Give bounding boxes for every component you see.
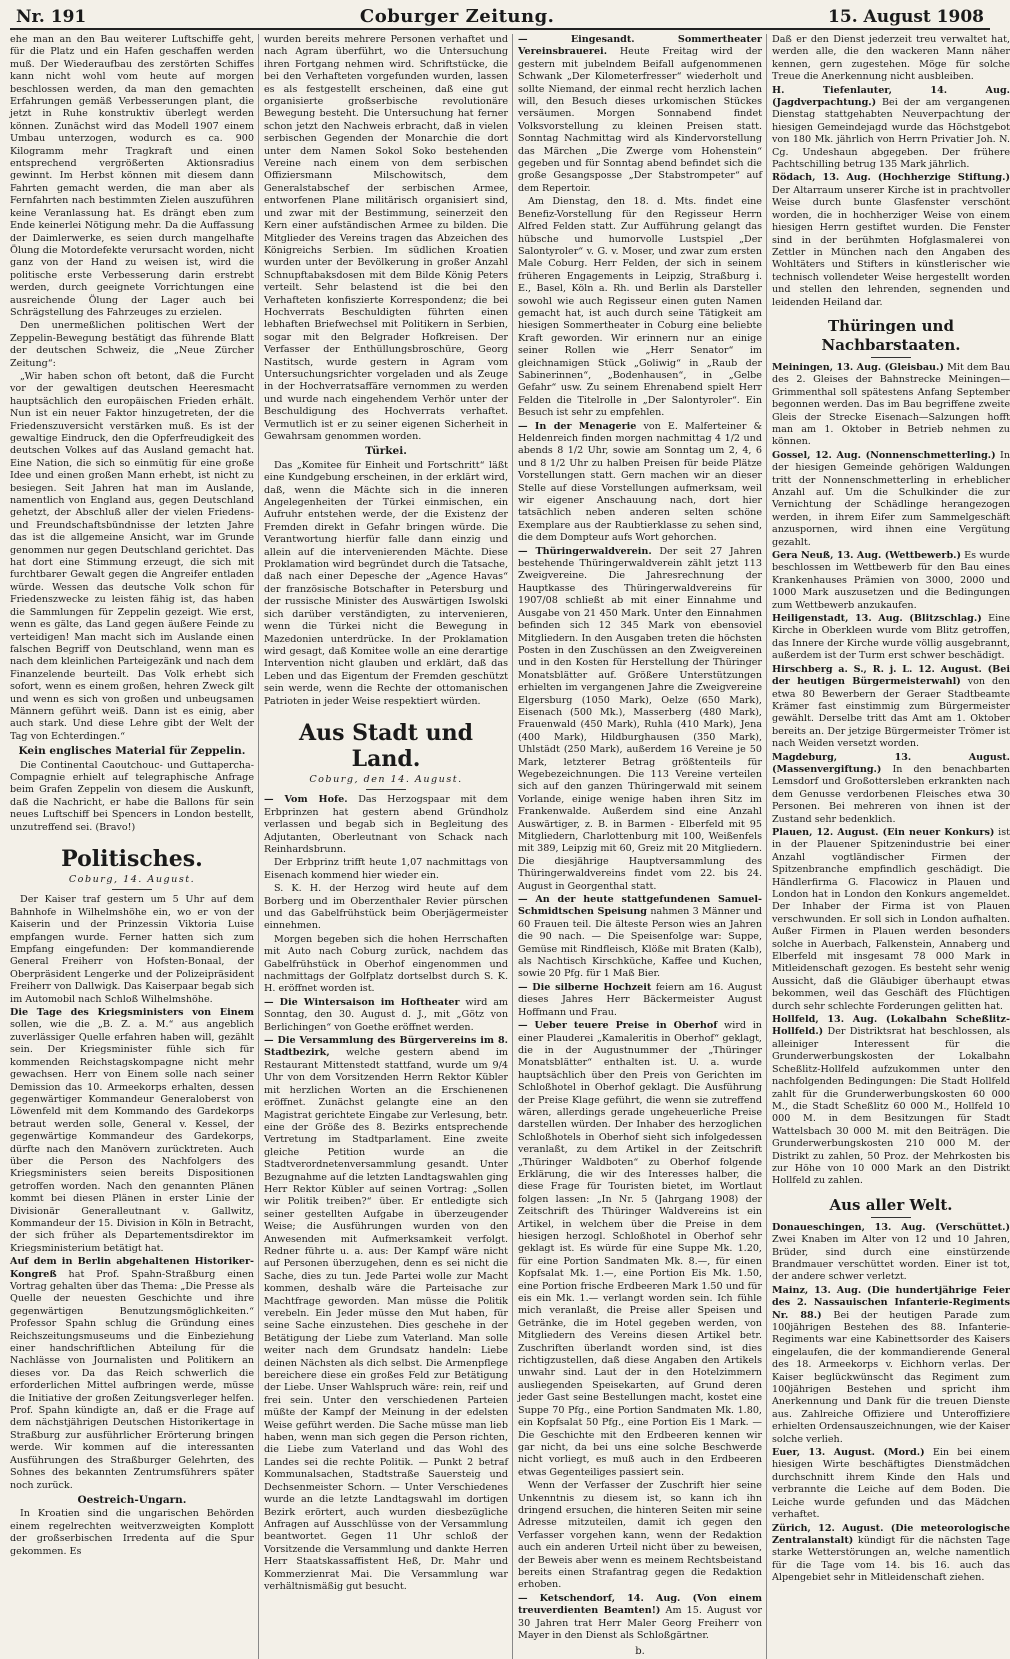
article-paragraph: Wenn der Verfasser der Zuschrift hier seine Unkenntnis zu diesem ist, so kann ich ihn dringend ersuchen, die hinteren Seiten mir seine Adresse mitzuteilen, damit ich gegen den Verfasser vorgehen kann, wenn der Redaktion auch ein anderen Urteil nicht über zu beweisen, der Beweis aber wenn es meinem Rechtsbeistand bereits einen Strafantrag gegen die Redaktion erhoben. [518,1480,762,1591]
article-heading: Hollfeld, 13. Aug. (Lokalbahn Scheßlitz-Hollfeld.) [772,1014,1010,1038]
article-heading: — Vom Hofe. [264,794,348,806]
page-footer-mark: b. [635,1646,645,1658]
divider [871,1217,911,1218]
paper-name: Coburger Zeitung. [359,6,555,27]
article-heading: — Ketschendorf, 14. Aug. (Von einem treuverdienten Beamten!) [518,1592,762,1617]
article-heading: Meiningen, 13. Aug. (Gleisbau.) [772,361,944,373]
article-heading: H. Tiefenlauter, 14. Aug. (Jagdverpachtung.) [772,84,1010,109]
article-heading: — In der Menagerie [518,420,637,432]
article-paragraph: Bei der am vergangenen Dienstag stattgehabten Neuverpachtung der hiesigen Gemeindejagd wurde das Höchstgebot von 180 Mk. jährlich von Herrn Privatier Joh. N. Cg. Undeshaun abgegeben. Der frühere Pachtschilling betrug 135 Mark jährlich. [772,97,1010,171]
article-paragraph: Am Dienstag, den 18. d. Mts. findet eine Benefiz-Vorstellung für den Regisseur Herrn Alfred Felden statt. Zur Aufführung gelangt das hübsche und humorvolle Lustspiel „Der Salontyroler“ v. G. v. Moser, und zwar zum ersten Male Coburg. Herr Felden, der sich in seinem früheren Engagements in Leipzig, Straßburg i. E., Basel, Köln a. Rh. und Berlin als Darsteller sowohl wie auch Regisseur einen guten Namen gemacht hat, ist auch durch seine Tätigkeit am hiesigen Sommertheater in Coburg eine beliebte Kraft geworden. Wir erinnern nur an einige seiner Rollen wie „Herr Senator“ im gleichnamigen Stück „Goliwig“ in „Raub der Sabinerinnen“, „Bodenhausen“, in „Gelbe Gefahr“ usw. Zu seinem Ehrenabend spielt Herr Felden die Titelrolle in „Der Salontyroler“. Ein Besuch ist sehr zu empfehlen. [518,196,762,419]
masthead [10,6,990,30]
article-heading: Gera Neuß, 13. Aug. (Wettbewerb.) [772,550,962,562]
article-heading: — Ueber teuere Preise in Oberhof [518,1020,718,1032]
column-1 [10,34,254,1659]
column-3 [518,34,762,1659]
article-paragraph: von den etwa 80 Bewerbern der Geraer Stadtbeamte Krämer fast einstimmig zum Bürgermeister gewählt. Derselbe tritt das Amt am 1. Oktober bereits an. Der jetzige Bürgermeister Trömer ist nach Weiden versetzt worden. [772,676,1010,750]
article-paragraph: wird in einer Plauderei „Kamaleritis in Oberhof“ geklagt, die in der Augustnummer der „Thüringer Monatsblätter“ enthalten ist. U. a. wurde hauptsächlich über den Preis von Gerichten im Schloßhotel in Oberhof geklagt. Die Ausführung der Preise Klage geführt, die wenn sie zutreffend wären, allerdings gerade ungeheuerliche Preise darstellen würden. Der Inhaber des herzoglichen Schloßhotels in Oberhof sieht sich infolgedessen veranlaßt, zu dem Artikel in der Zeitschrift „Thüringer Waldboten“ zu Oberhof folgende Erklärung, die wir des Interesses halber, die diese Frage für Touristen bietet, im Wortlaut folgen lassen: „In Nr. 5 (Jahrgang 1908) der Zeitschrift des Thüringer Waldvereins ist ein Artikel, in welchem über die Preise in dem hiesigen herzogl. Schloßhotel in Oberhof sehr geklagt ist. Es würde für eine Suppe Mk. 1.20, für eine Portion Sandmaten Mk. 8.—, für einen Kopfsalat Mk. 1.—, eine Portion Eis Mk. 1.50, eine Portion frische Erdbeeren Mark 1.50 und für eis ein Mk. 1.— verlangt worden sein. Ich fühle mich veranlaßt, die Preise aller Speisen und Getränke, die im Hotel gegeben werden, von Mitgliedern des Vereins diesen Artikel betr. Zuschriften überlandt worden sind, ist dies richtigzustellen, daß diese Angaben den Artikels unwahr sind. Laut der in den Hotelzimmern ausliegenden Speisekarten, auf Grund deren jeder Gast seine Bestellungen macht, kostet eine Suppe 70 Pfg., eine Portion Sandmaten Mk. 1.80, ein Kopfsalat 50 Pfg., eine Portion Eis 1 Mark. — Die Geschichte mit den Erdbeeren kennen wir gar nicht, da bei uns eine solche Beschwerde nicht vorliegt, es muß auch in den Erdbeeren etwas Gegenteiliges passiert sein. [518,1020,762,1478]
issue-date: 15. August 1908 [828,7,984,27]
article-paragraph: kündigt für die nächsten Tage starke Wetterstörungen an, welche namentlich für die Tage vom 14. bis 16. auch das Alpengebiet sehr in Mitleidenschaft ziehen. [772,1534,1010,1584]
section-title-world: Aus aller Welt. [829,1195,953,1214]
article-heading: Oestreich-Ungarn. [77,1493,187,1506]
article-heading: Auf dem in Berlin abgehaltenen Historiker-Kongreß [10,1256,254,1280]
article-heading: Mainz, 13. Aug. (Die hundertjährige Feier des 2. Nassauischen Infanterie-Regiments Nr. 88.) [772,1284,1010,1321]
article-heading: Zürich, 12. August. (Die meteorologische Zentralanstalt) [772,1522,1010,1546]
article-paragraph: Morgen begeben sich die hohen Herrschaften mit Auto nach Coburg zurück, nachdem das Gabelfrühstück in Oberhof eingenommen und nachmittags der Golfplatz dortselbst durch S. K. H. eröffnet worden ist. [264,933,508,995]
article-heading: — Die Versammlung des Bürgervereins im 8. Stadtbezirk, [264,1035,508,1059]
article-paragraph: wird am Sonntag, den 30. August d. J., mit „Götz von Berlichingen“ von Goethe eröffnet werden. [264,996,509,1033]
article-paragraph: Der Kaiser traf gestern um 5 Uhr auf dem Bahnhofe in Wilhelmshöhe ein, wo er von der Kaiserin und der Prinzessin Viktoria Luise empfangen wurde. Ferner hatten sich zum Empfang eingefunden: Der kommandierende General Freiherr von Hofsten-Bonaal, der Oberpräsident Lengerke und der Polizeipräsident Freiherr von Dallwigk. Das Kaiserpaar begab sich im Automobil nach Schloß Wilhelmshöhe. [10,894,254,1005]
article-paragraph: „Wir haben schon oft betont, daß die Furcht vor der gewaltigen deutschen Heeresmacht hauptsächlich den europäischen Frieden erhält. Nun ist ein neuer Faktor hinzugetreten, der die Friedenszuversicht verstärken muß. Es ist der gewaltige Eindruck, den die Opferfreudigkeit des deutschen Volkes auf das Ausland gemacht hat. Eine Nation, die sich so einmütig für eine große Idee und einen großen Mann erhebt, ist nicht zu besiegen. Seit Jahren hat man im Auslande, namentlich von England aus, gegen Deutschland gehetzt, der Abschluß aller der vielen Friedens- und Freundschaftsbündnisse der letzten Jahre das ist die allgemeine Ansicht, war im Grunde genommen nur gegen Deutschland gerichtet. Das hat dort eine Stimmung erzeugt, die sich mit furchtbarer Gewalt gegen die Angreifer entladen würde. Wessen das deutsche Volk schon für Friedenszwecke zu leisten fähig ist, das haben die Sammlungen für Zeppelin gezeigt. Wie erst, wenn es gälte, das Land gegen äußere Feinde zu verteidigen! Man macht sich im Auslande einen falschen Begriff von Deutschland, wenn man es nach dem kleinlichen Parteigezänk und nach dem Finanzelende beurteilt. Das Volk erhebt sich sofort, wenn es einem großen, hehren Zweck gilt und wenn es sich von großen und unbeugsamen Männern geführt weiß. Dann ist es einig, aber auch stark. Und diese Lehre gibt der Welt der Tag von Echterdingen.“ [10,370,254,742]
column-2 [264,34,508,1659]
divider [366,789,406,790]
article-heading: — Die Wintersaison im Hoftheater [264,996,460,1008]
divider [871,357,911,358]
article-paragraph: nahmen 3 Männer und 60 Frauen teil. Die älteste Person wies an Jahren die 90 nach. — Die Speisenfolge war: Suppe, Gemüse mit Rindfleisch, Klöße mit Braten (Kalb), als Nachtisch Kirschküche, Kaffee und Kuchen, sowie 20 Pfg. für 1 Maß Bier. [518,906,762,980]
article-paragraph: S. K. H. der Herzog wird heute auf dem Borberg und im Oberzenthaler Revier pürschen und das Gabelfrühstück beim Oberjägermeister einnehmen. [264,883,508,932]
article-heading: Plauen, 12. August. (Ein neuer Konkurs) [772,826,995,838]
article-paragraph: von E. Malferteiner & Heldenreich finden morgen nachmittag 4 1/2 und abends 8 1/2 Uhr, sowie am Sonntag um 2, 4, 6 und 8 1/2 Uhr zu halben Preisen für beide Plätze Vorstellungen statt. Gern machen wir an dieser Stelle auf diese Vorstellungen aufmerksam, weil wir eigener Anschauung nach, dort hier tatsächlich neben anderen selten schöne Exemplare aus der Raubtierklasse zu sehen sind, die dem Dompteur aufs Wort gehorchen. [518,420,762,544]
article-paragraph: In den benachbarten Lemsdorf und Großottersleben erkrankten nach dem Genusse verdorbenen Fleisches etwa 30 Personen. Bei mehreren von ihnen ist der Zustand sehr bedenklich. [772,763,1010,825]
article-heading: Rödach, 13. Aug. (Hochherzige Stiftung.) [772,172,1010,184]
article-paragraph: Daß er den Dienst jederzeit treu verwaltet hat, werden alle, die den wackeren Mann näher kennen, gern zugestehen. Möge für solche Treue die Anerkennung nicht ausbleiben. [772,34,1010,83]
article-paragraph: In Kroatien sind die ungarischen Behörden einem regelrechten weitverzweigten Komplott der großserbischen Irredenta auf die Spur gekommen. Es [10,1508,254,1557]
article-paragraph: Eine Kirche in Oberkleen wurde vom Blitz getroffen, das Innere der Kirche wurde völlig ausgebrannt, außerdem ist der Turm erst schwer beschädigt. [772,613,1010,662]
article-heading: — An der heute stattgefundenen Samuel-Schmidtschen Speisung [518,894,762,918]
article-heading: Donaueschingen, 13. Aug. (Verschüttet.) [772,1221,1010,1233]
dateline: Coburg, den 14. August. [309,773,463,785]
article-heading: Türkei. [365,445,407,458]
article-heading: — Thüringerwaldverein. [518,545,652,557]
article-paragraph: sollen, wie die „B. Z. a. M.“ aus angeblich zuverlässiger Quelle erfahren haben will, gezählt sein. Der Kriegsminister fühle sich für kommenden Reichstagskompagne nicht mehr gewachsen. Herr von Einem solle nach seiner Demission das 10. Armeekorps erhalten, dessen gegenwärtiger Kommandeur Generaloberst von Löwenfeld mit dem Kommando des Gardekorps betraut werden solle, General v. Kessel, der gegenwärtige Kommandeur des Gardekorps, dürfte nach den Manövern zurücktreten. Auch über die Person des Nachfolgers des Kriegsministers seien bereits Dispositionen getroffen worden. Nach den genannten Plänen kommt bei diesen Plänen in erster Linie der Divisionär Generalleutnant v. Gallwitz, Kommandeur der 15. Division in Köln in Betracht, der sich früher als Departementsdirektor im Kriegsministerium betätigt hat. [10,1019,254,1254]
section-title-local: Aus Stadt und Land. [299,719,473,772]
article-paragraph: Das „Komitee für Einheit und Fortschritt“ läßt eine Kundgebung erscheinen, in der erklärt wird, daß, wenn die Mächte sich in die inneren Angelegenheiten der Türkei einmischen, ein Aufruhr entstehen werde, der die Existenz der Fremden direkt in Gefahr bringen würde. Die Verantwortung hierfür falle dann einzig und allein auf die intervenierenden Mächte. Diese Proklamation wird begründet durch die Tatsache, daß nach einer Depesche der „Agence Havas“ der französische Botschafter in Petersburg und der russische Minister des Auswärtigen Iswolski sich darüber verständigten, zu intervenieren, wenn die Türkei nicht die Bewegung in Mazedonien unterdrücke. In der Proklamation wird gesagt, daß Komitee wolle an eine derartige Intervention nicht glauben und erklärt, daß das Leben und das Eigentum der Fremden geschützt sein werde, wenn die Rechte der ottomanischen Patrioten in jeder Weise respektiert würden. [264,459,508,707]
article-paragraph: Der Distriktsrat hat beschlossen, als alleiniger Interessent für die Grunderwerbungskosten der Lokalbahn Scheßlitz-Hollfeld aufzukommen unter den nachfolgenden Bedingungen: Die Stadt Hollfeld zahlt für die Grunderwerbungskosten 60 000 M., die Stadt Scheßlitz 60 000 M., Hollfeld 10 000 M. in dem Besitzungen für Stadt Wattelsbach 30 000 M. mit den Beiträgen. Die Grunderwerbungskosten 210 000 M. der Distrikt zu zahlen, 50 Proz. der Mehrkosten bis zur Höhe von 10 000 Mark an den Distrikt Hollfeld zu zahlen. [772,1026,1010,1187]
article-heading: Kein englisches Material für Zeppelin. [18,745,246,758]
article-paragraph: Heute Freitag wird der gestern mit jubelndem Beifall aufgenommenen Schwank „Der Kilometerfresser“ wiederholt und sollte Niemand, der einmal recht herzlich lachen will, den Besuch dieses urkomischen Stückes versäumen. Morgen Sonnabend findet Volksvorstellung zu kleinen Preisen statt. Sonntag Nachmittag wird als Kindervorstellung das Märchen „Die Zwerge vom Hohenstein“ gegeben und für Sonntag abend befindet sich die große Gesangsposse „Der Stabstrompeter“ auf dem Repertoir. [518,46,762,194]
divider [112,889,152,890]
article-heading: — Eingesandt. Sommertheater Vereinsbrauerei. [518,34,762,58]
article-heading: Euer, 13. August. (Mord.) [772,1447,925,1459]
article-paragraph: Bei der heutigen Parade zum 100jährigen Bestehen des 88. Infanterie-Regiments war eine Kabinettsorder des Kaisers eingelaufen, die der kommandierende General des 18. Armeekorps v. Eichhorn verlas. Der Kaiser beglückwünscht das Regiment zum 100jährigen Bestehen und spricht ihm Anerkennung und Dank für die treuen Dienste aus. Zahlreiche Offiziere und Unteroffiziere erhielten Ordensauszeichnungen, wie der Kaiser solche verlieh. [772,1309,1010,1445]
article-columns [10,34,1010,1658]
section-title-thuringia: Thüringen und Nachbarstaaten. [821,316,961,354]
article-paragraph: feiern am 16. August dieses Jahres Herr Bäckermeister August Hoffmann und Frau. [518,981,762,1018]
article-paragraph: wurden bereits mehrere Personen verhaftet und nach Agram überführt, wo die Untersuchung ihren Fortgang nehmen wird. Schriftstücke, die bei den Verhafteten vorgefunden wurden, lassen es als festgestellt erscheinen, daß eine gut organisierte großserbische revolutionäre Bewegung besteht. Die Untersuchung hat ferner schon jetzt den Nachweis erbracht, daß in vielen serbischen Gegenden der Monarchie die dort unter dem Namen Sokol Soko bestehenden Vereine nach einem von dem serbischen Offiziersmann Milschowitsch, dem Generalstabschef der serbischen Armee, entworfenen Plane militärisch organisiert sind, und zwar mit der Bestimmung, seinerzeit den Kern einer aufständischen Armee zu bilden. Die Mitglieder des Vereins tragen das Abzeichen des Königreichs Serbien. Im südlichen Kroatien wurden unter der Bevölkerung in großer Anzahl Schnupftabaksdosen mit dem Bilde König Peters verteilt. Sehr belastend ist die bei den Verhafteten konfiszierte Korrespondenz; die bei Hochverrats Beschuldigten führten einen lebhaften Briefwechsel mit Politikern in Serbien, sogar mit den Belgrader Hofkreisen. Der Verfasser der Enthüllungsbroschüre, Georg Nastitsch, wurde gestern in Agram vom Untersuchungsrichter vorgeladen und als Zeuge in der Hochverratsaffäre vernommen zu werden und wurde nach eingehendem Verhör unter der Beschuldigung des Hochverrats verhaftet. Vermutlich ist er zu seiner eigenen Sicherheit in Gewahrsam genommen worden. [264,34,508,442]
article-paragraph: Am 15. August vor 30 Jahren trat Herr Maler Georg Freiherr von Mayer in den Dienst als Schloßgärtner. [518,1605,763,1641]
issue-number: Nr. 191 [16,7,87,27]
article-heading: Gossel, 12. Aug. (Nonnenschmetterling.) [772,449,996,461]
article-paragraph: Der seit 27 Jahren bestehende Thüringerwaldverein zählt jetzt 113 Zweigvereine. Die Jahresrechnung der Hauptkasse des Thüringerwaldvereins für 1907/08 schließt ab mit einer Einnahme und Ausgabe von 21 450 Mark. Unter den Einnahmen befinden sich 12 345 Mark von ebensoviel Mitgliedern. In den Ausgaben treten die höchsten Posten in den Zuschüssen an den Zweigvereinen und in den Kosten für Herstellung der Thüringer Monatsblätter auf. Größere Unterstützungen erhielten im vergangenen Jahre die Zweigvereine Elgersburg (1050 Mark), Oelze (650 Mark), Eisenach (500 Mk.), Masserberg (480 Mark), Frauenwald (450 Mark), Ruhla (410 Mark), Jena (400 Mark), Hildburghausen (350 Mark), Uhlstädt (250 Mark), außerdem 16 Vereine je 50 Mark, letzterer Betrag größtenteils für Wegebezeichnungen. Die 113 Vereine verteilen sich auf den ganzen Thüringerwald mit seinem Vorlande, einige wenige haben ihren Sitz im Frankenwalde. Außerdem sind eine Anzahl Auswärtiger, z. B. in Barmen - Elberfeld mit 95 Mitgliedern, Charlottenburg mit 100, Weißenfels mit 389, Leipzig mit 60, Greiz mit 20 Mitgliedern. Die diesjährige Hauptversammlung des Thüringerwaldvereins findet vom 22. bis 24. August in Georgenthal statt. [518,545,762,892]
article-paragraph: In der hiesigen Gemeinde gehörigen Waldungen tritt der Nonnenschmetterling in erheblicher Anzahl auf. Um die Schulkinder die zur Vernichtung der Schädlinge herangezogen werden, in ihrem Eifer zum Sammelgeschäft anzuspornen, wird ihnen eine Vergütung gezahlt. [772,449,1010,548]
article-heading: Magdeburg, 13. August. (Massenvergiftung.) [772,751,1010,775]
article-heading: Heiligenstadt, 13. Aug. (Blitzschlag.) [772,613,982,625]
article-paragraph: Der Altarraum unserer Kirche ist in prachtvoller Weise durch bunte Glasfenster verschönt worden, die in hochherziger Weise von einem hiesigen Herrn gestiftet wurden. Die Fenster sind in der berühmten Hofglasmalerei von Zettler in München nach den Angaben des Wohltäters und Stifters in künstlerischer wie technisch vollendeter Weise hergestellt worden und stellen den lehrenden, segnenden und leidenden Heiland dar. [772,184,1010,308]
article-paragraph: ist in der Plauener Spitzenindustrie bei einer Anzahl vogtländischer Firmen der Spitzenbranche empfindlich geschädigt. Die Händlerfirma G. Flacowicz in Plauen und London hat in London den Konkurs angemeldet. Der Inhaber der Firma ist von Plauen verschwunden. Er soll sich in London aufhalten. Außer Firmen in Plauen werden besonders solche in Auerbach, Falkenstein, Annaberg und Elberfeld mit insgesamt 78 000 Mark in Mitleidenschaft gezogen. Es besteht sehr wenig Aussicht, daß die Gläubiger überhaupt etwas bekommen, weil das Geschäft des Flüchtigen durch sehr schlechte Forderungen gelitten hat. [772,826,1010,1012]
article-heading: Hirschberg a. S., R. j. L. 12. August. (Bei der heutigen Bürgermeisterwahl) [772,663,1010,688]
article-paragraph: ehe man an den Bau weiterer Luftschiffe geht, für die Platz und ein Hafen geschaffen werden muß. Der Wiederaufbau des zerstörten Schiffes kann nicht wohl vom heute auf morgen beschlossen werden, da man den gemachten Erfahrungen gemäß Verbesserungen plant, die jetzt in Ruhe konstruktiv überlegt werden können. Zunächst wird das Modell 1907 einem Umbau unterzogen, wodurch es ca. 900 Kilogramm mehr Tragkraft und einen entsprechend vergrößerten Aktionsradius gewinnt. Im Herbst können mit diesem dann Fahrten gemacht werden, die man aber als Fernfahrten nach bestimmten Zielen auszuführen keine Veranlassung hat. Es drängt eben zum Ende keinerlei Nötigung mehr. Da die Auffassung der Daimlerwerke, es seien durch mangelhafte Ölung die Motordefekte verursacht worden, nicht ganz von der Hand zu weisen ist, wird die politische erste Verbesserung darin erstrebt werden, durch geeignete Vorrichtungen eine ausreichende Ölung der Lager auch bei Schrägstellung des Fahrzeuges zu erzielen. [10,34,254,318]
article-paragraph: Mit dem Bau des 2. Gleises der Bahnstrecke Meiningen—Grimmenthal soll spätestens Anfang September begonnen werden. Das im Bau begriffene zweite Gleis der Strecke Eisenach—Salzungen hofft man am 1. Oktober in Betrieb nehmen zu können. [772,361,1010,448]
article-heading: Die Tage des Kriegsministers von Einem [10,1007,254,1019]
article-paragraph: Ein bei einem hiesigen Wirte beschäftigtes Dienstmädchen durchschnitt ihrem Kinde den Hals und verbrannte die Leiche auf dem Boden. Die Leiche wurde gefunden und das Mädchen verhaftet. [772,1447,1010,1521]
dateline: Coburg, 14. August. [68,874,196,885]
article-paragraph: Zwei Knaben im Alter von 12 und 10 Jahren, Brüder, sind durch eine einstürzende Brandmauer verschüttet worden. Einer ist tot, der andere schwer verletzt. [772,1234,1010,1283]
column-4 [772,34,1010,1659]
article-paragraph: Die Continental Caoutchouc- und Guttapercha-Compagnie erhielt auf telegraphische Anfrage beim Grafen Zeppelin von diesem die Auskunft, daß die Nachricht, er habe die Ballons für sein neues Luftschiff bei Spencers in London bestellt, unzutreffend sei. (Bravo!) [10,759,254,833]
article-paragraph: hat Prof. Spahn-Straßburg einen Vortrag gehalten über das Thema: „Die Presse als Quelle der neuesten Geschichte und ihre gegenwärtigen Benutzungsmöglichkeiten.“ Professor Spahn schlug die Gründung eines Reichszeitungsmuseums und die Einbeziehung einer handschriftlichen Abteilung für die Nachlässe von Journalisten und Politikern an dieses vor. Da das Reich schwerlich die erforderlichen Mittel aufbringen werde, müsse die Initiative der großen Zeitungsverleger helfen. Prof. Spahn kündigte an, daß er die Frage auf dem nächstjährigen Deutschen Historikertage in Straßburg zur ausführlicher Erörterung bringen werde. Wir kommen auf die interessanten Ausführungen des Straßburger Gelehrten, des Sohnes des bekannten Zentrumsführers später noch zurück. [10,1268,254,1491]
article-paragraph: Den unermeßlichen politischen Wert der Zeppelin-Bewegung bestätigt das führende Blatt der deutschen Schweiz, die „Neue Zürcher Zeitung“: [10,320,254,369]
article-paragraph: Es wurde beschlossen im Wettbewerb für den Bau eines Krankenhauses Prämien von 3000, 2000 und 1000 Mark auszusetzen und die Bedingungen zum Wettbewerb anzukaufen. [772,550,1010,611]
article-heading: — Die silberne Hochzeit [518,981,652,993]
article-paragraph: Der Erbprinz trifft heute 1,07 nachmittags von Eisenach kommend hier wieder ein. [264,857,508,881]
article-paragraph: welche gestern abend im Restaurant Mittenstedt stattfand, wurde um 9/4 Uhr von dem Vorsitzenden Herrn Rektor Kübler mit herzlichen Worten an die Erschienenen eröffnet. Zunächst gelangte eine an den Magistrat gerichtete Eingabe zur Verlesung, betr. eine der Größe des 8. Bezirks entsprechende Vertretung im Stadtparlament. Eine zweite gleiche Petition wurde an die Stadtverordnetenversammlung gesandt. Unter Bezugnahme auf die letzten Landtagswahlen ging Herr Rektor Kübler auf seinen Vortrag: „Sollen wir Politik treiben?“ über. Er entledigte sich seiner gestellten Aufgabe in überzeugender Weise; die Ausführungen wurden von den Anwesenden mit Aufmerksamkeit verfolgt. Redner führte u. a. aus: Der Kampf wäre nicht auf Personen überzugehen, denn es sei nicht die Sache, dies zu tun. Jede Partei wolle zur Macht kommen, deshalb wäre die Parteisache zur Machtfrage geworden. Man müsse die Politik verebeln. Ein Jeder müsse den Mut haben, für seine Sache einzustehen. Dies geschehe in der Betätigung der Liebe zum Vaterland. Man solle weiter nach dem Grundsatz handeln: Liebe deinen Nächsten als dich selbst. Die Armenpflege bereichere diese ein großes Feld zur Betätigung der Liebe. Unser Wahlspruch wäre: rein, reif und frei sein. Unter den verschiedenen Parteien müßte der Kampf der Meinung in der edelsten Weise geführt werden. Die Sache müsse man lieb haben, wenn man sich gegen die Person richten, die Liebe zum Vaterland und das Wohl des Landes sei die rechte Politik. — Punkt 2 betraf Kommunalsachen, Stadtstraße Sauersteig und Dechsenmeister Schorn. — Unter Verschiedenes wurde an die letzte Landtagswahl im dortigen Bezirk erörtert, auch wurden diesbezügliche Anfragen auf Ausschlüsse von der Versammlung beantwortet. Gegen 11 Uhr schloß der Vorsitzende die Versammlung und dankte Herren Herr Staatskassaffistent Heß, Dr. Mahr und Kommerzienrat Mai. Die Versammlung war verhältnismäßig gut besucht. [264,1047,508,1592]
section-title-politics: Politisches. [61,846,203,872]
article-paragraph: Das Herzogspaar mit dem Erbprinzen hat gestern abend Gründholz verlassen und begab sich in Begleitung des Adjutanten, Oberleutnant von Schack nach Reinhardsbrunn. [264,794,508,855]
